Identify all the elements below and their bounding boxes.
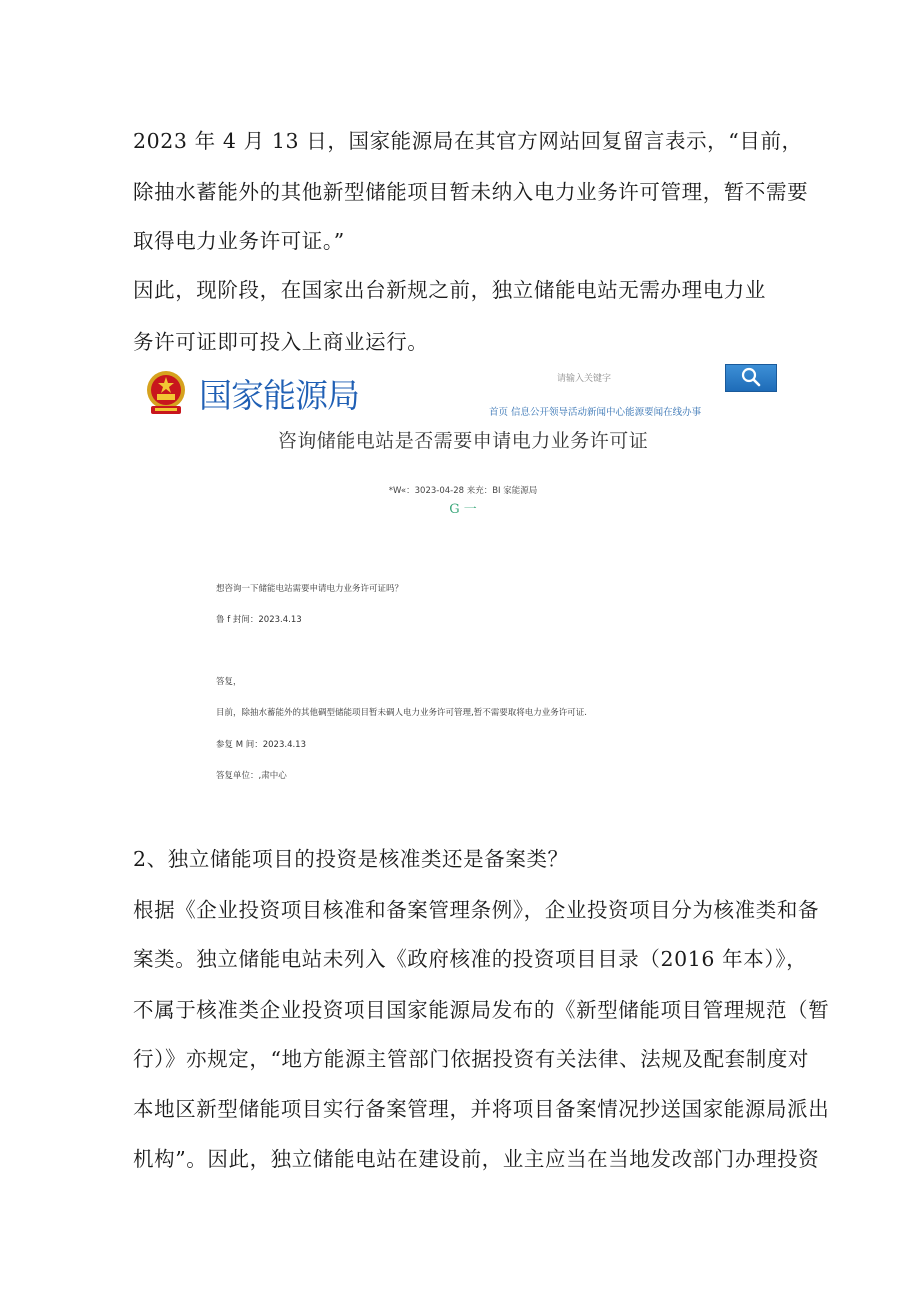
nav-item-news-center[interactable]: 新闻中心	[587, 407, 626, 418]
intro-line: 2023 年 4 月 13 日，国家能源局在其官方网站回复留言表示，“目前，	[133, 129, 803, 153]
nav-item-leader-activities[interactable]: 领导活动	[549, 407, 588, 418]
search-button[interactable]	[725, 364, 777, 392]
intro-line: 除抽水蓄能外的其他新型储能项目暂未纳入电力业务许可管理，暂不需要	[133, 180, 809, 204]
reply-time: 参复 M 间：2023.4.13	[216, 740, 306, 750]
intro-line: 因此，现阶段，在国家出台新规之前，独立储能电站无需办理电力业	[133, 278, 766, 302]
nav-item-info-public[interactable]: 信息公开	[511, 407, 550, 418]
section-line: 行）》亦规定，“地方能源主管部门依据投资有关法律、法规及配套制度对	[133, 1047, 810, 1071]
embedded-website-screenshot	[133, 360, 793, 800]
intro-line: 取得电力业务许可证。”	[133, 229, 345, 253]
national-emblem-icon	[143, 368, 189, 418]
intro-line: 务许可证即可投入上商业运行。	[133, 330, 429, 354]
nav-item-online-services[interactable]: 在线办事	[663, 407, 702, 418]
nav-item-energy-news[interactable]: 能源要闻	[625, 407, 664, 418]
ask-time: 鲁 f 封间：2023.4.13	[216, 615, 302, 625]
reply-label: 答复，	[216, 677, 242, 687]
section-line: 本地区新型储能项目实行备案管理，并将项目备案情况抄送国家能源局派出	[133, 1097, 830, 1121]
question-text: 想咨询一下储能电站需要申请电力业务许可证吗？	[216, 584, 404, 594]
article-meta: *W«：3023-04-28 来充：BI 家能源局	[388, 486, 538, 496]
section-heading: 2、独立储能项目的投资是核准类还是备案类？	[133, 847, 569, 871]
nav-item-home[interactable]: 首页	[489, 407, 509, 418]
share-links[interactable]: G 一	[449, 502, 477, 517]
reply-text: 目前，除抽水蓄能外的其他碉型储能项目暂未碉人电力业务许可管理,暂不需要取将电力业务许可证.	[216, 708, 587, 718]
reply-unit: 答复单位：,肃中心	[216, 771, 287, 781]
site-logo-text: 国家能源局	[199, 376, 359, 415]
section-line: 机构”。因此，独立储能电站在建设前，业主应当在当地发改部门办理投资	[133, 1147, 820, 1171]
section-line: 案类。独立储能电站未列入《政府核准的投资项目目录（2016 年本）》，	[133, 947, 808, 971]
search-icon	[740, 367, 762, 390]
site-nav	[489, 404, 701, 418]
section-line: 根据《企业投资项目核准和备案管理条例》，企业投资项目分为核准类和备	[133, 898, 820, 922]
search-input[interactable]	[551, 368, 733, 390]
article-title: 咨询储能电站是否需要申请电力业务许可证	[277, 430, 649, 452]
section-line: 不属于核准类企业投资项目国家能源局发布的《新型储能项目管理规范（暂	[133, 998, 830, 1022]
